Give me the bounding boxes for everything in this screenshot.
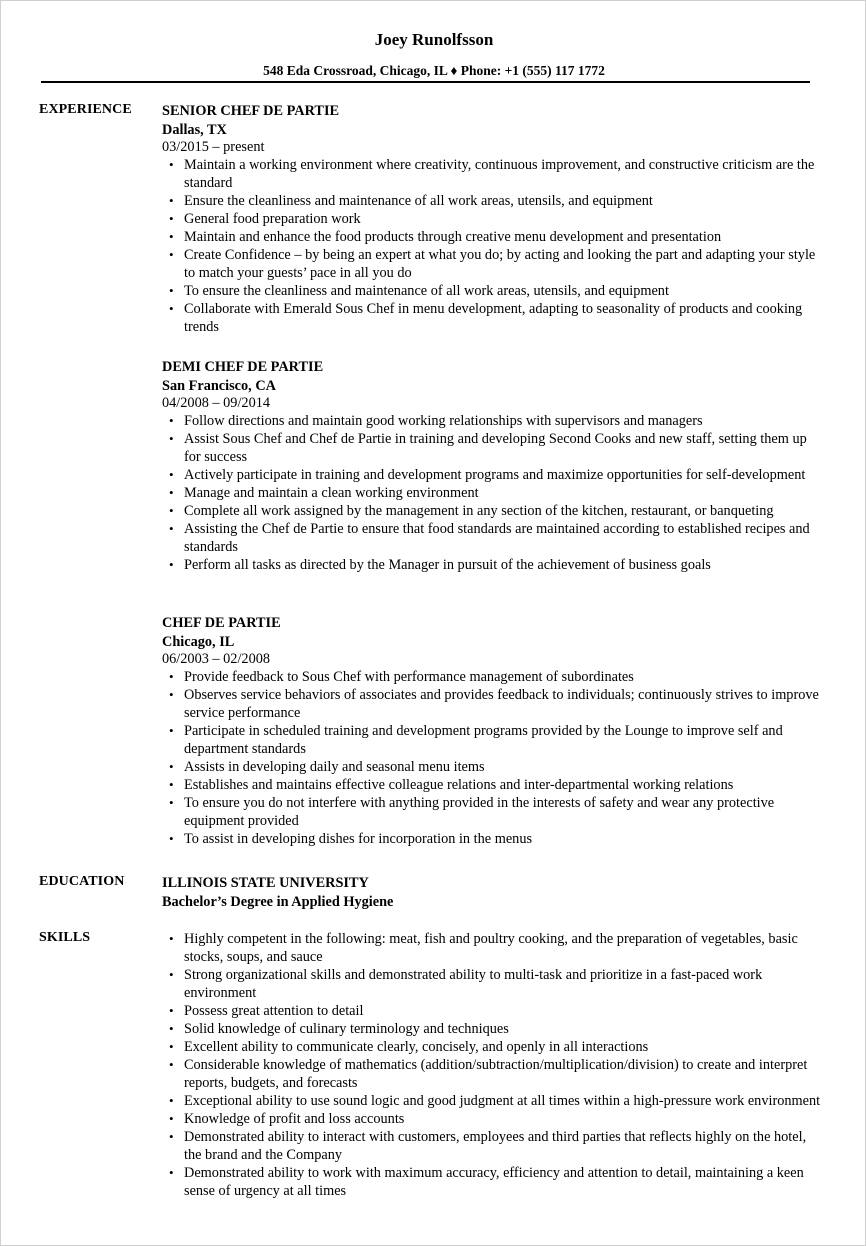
contact-line: 548 Eda Crossroad, Chicago, IL ♦ Phone: +1 (555) 117 1772 — [263, 63, 605, 78]
experience-heading: EXPERIENCE — [39, 102, 132, 117]
list-item: • Exceptional ability to use sound logic and good judgment at all times within a high-pressure work environment — [162, 1092, 822, 1110]
job-dates: 03/2015 – present — [162, 139, 265, 155]
list-item: • Create Confidence – by being an expert at what you do; by acting and looking the part and adapting your style to match your guests’ pace in all you do — [162, 246, 822, 282]
list-item: • To assist in developing dishes for incorporation in the menus — [162, 830, 822, 848]
list-item: • Strong organizational skills and demonstrated ability to multi-task and prioritize in a fast-paced work environment — [162, 966, 822, 1002]
list-item: • Highly competent in the following: meat, fish and poultry cooking, and the preparation of vegetables, basic stocks, soups, and sauce — [162, 930, 822, 966]
list-item: • Manage and maintain a clean working environment — [162, 484, 822, 502]
list-item: • To ensure the cleanliness and maintenance of all work areas, utensils, and equipment — [162, 282, 822, 300]
job-entry — [162, 614, 822, 848]
header-divider — [41, 81, 810, 83]
candidate-name: Joey Runolfsson — [374, 30, 494, 49]
school-name: ILLINOIS STATE UNIVERSITY — [162, 875, 369, 891]
list-item: • Provide feedback to Sous Chef with performance management of subordinates — [162, 668, 822, 686]
list-item: • Assists in developing daily and seasonal menu items — [162, 758, 822, 776]
education-heading: EDUCATION — [39, 874, 125, 889]
list-item: • Ensure the cleanliness and maintenance of all work areas, utensils, and equipment — [162, 192, 822, 210]
list-item: • Assisting the Chef de Partie to ensure that food standards are maintained according to established recipes and standards — [162, 520, 822, 556]
job-title: CHEF DE PARTIE — [162, 615, 281, 631]
job-dates: 06/2003 – 02/2008 — [162, 651, 271, 667]
list-item: • Demonstrated ability to interact with customers, employees and third parties that reflects highly on the hotel, the brand and the Company — [162, 1128, 822, 1164]
list-item: • Maintain and enhance the food products through creative menu development and presentation — [162, 228, 822, 246]
job-bullets — [162, 412, 822, 574]
list-item: • Actively participate in training and development programs and maximize opportunities for self-development — [162, 466, 822, 484]
list-item: • Participate in scheduled training and development programs provided by the Lounge to improve self and department standards — [162, 722, 822, 758]
list-item: • Observes service behaviors of associates and provides feedback to individuals; continuously strives to improve service performance — [162, 686, 822, 722]
list-item: • General food preparation work — [162, 210, 822, 228]
list-item: • Possess great attention to detail — [162, 1002, 822, 1020]
job-title: SENIOR CHEF DE PARTIE — [162, 103, 340, 119]
job-entry — [162, 358, 822, 574]
list-item: • To ensure you do not interfere with anything provided in the interests of safety and wear any protective equipment provided — [162, 794, 822, 830]
job-bullets — [162, 156, 822, 336]
job-location: Chicago, IL — [162, 634, 235, 650]
list-item: • Establishes and maintains effective colleague relations and inter-departmental working relations — [162, 776, 822, 794]
job-entry — [162, 102, 822, 336]
job-location: Dallas, TX — [162, 122, 227, 138]
list-item: • Considerable knowledge of mathematics (addition/subtraction/multiplication/division) to create and interpret reports, budgets, and forecasts — [162, 1056, 822, 1092]
list-item: • Perform all tasks as directed by the Manager in pursuit of the achievement of business goals — [162, 556, 822, 574]
skills-list — [162, 930, 822, 1200]
list-item: • Follow directions and maintain good working relationships with supervisors and managers — [162, 412, 822, 430]
list-item: • Solid knowledge of culinary terminology and techniques — [162, 1020, 822, 1038]
list-item: • Maintain a working environment where creativity, continuous improvement, and constructive criticism are the standard — [162, 156, 822, 192]
skills-heading: SKILLS — [39, 930, 91, 945]
job-title: DEMI CHEF DE PARTIE — [162, 359, 324, 375]
education-entry — [162, 874, 822, 911]
skills-list-block — [162, 930, 822, 1200]
list-item: • Collaborate with Emerald Sous Chef in menu development, adapting to seasonality of products and cooking trends — [162, 300, 822, 336]
list-item: • Demonstrated ability to work with maximum accuracy, efficiency and attention to detail, maintaining a keen sense of urgency at all times — [162, 1164, 822, 1200]
degree: Bachelor’s Degree in Applied Hygiene — [162, 894, 394, 910]
job-dates: 04/2008 – 09/2014 — [162, 395, 271, 411]
list-item: • Excellent ability to communicate clearly, concisely, and openly in all interactions — [162, 1038, 822, 1056]
list-item: • Complete all work assigned by the management in any section of the kitchen, restaurant, or banqueting — [162, 502, 822, 520]
job-bullets — [162, 668, 822, 848]
list-item: • Assist Sous Chef and Chef de Partie in training and developing Second Cooks and new staff, setting them up for success — [162, 430, 822, 466]
list-item: • Knowledge of profit and loss accounts — [162, 1110, 822, 1128]
job-location: San Francisco, CA — [162, 378, 276, 394]
